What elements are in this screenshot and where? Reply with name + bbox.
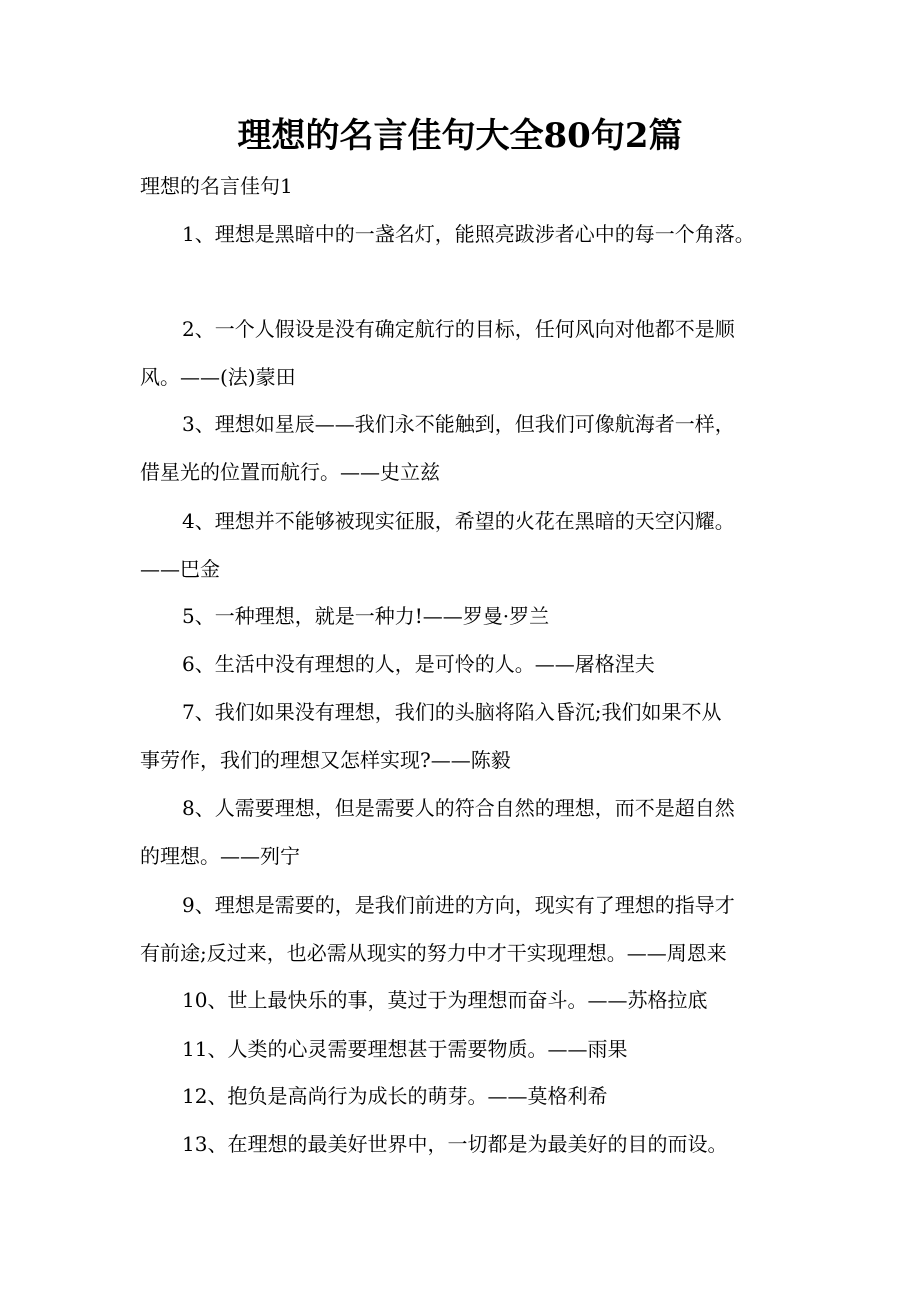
section-title: 理想的名言佳句1 bbox=[140, 174, 293, 198]
text-line: 借星光的位置而航行。——史立兹 bbox=[140, 460, 440, 484]
text-line: 5、一种理想，就是一种力!——罗曼·罗兰 bbox=[182, 604, 550, 628]
text-line: 8、人需要理想，但是需要人的符合自然的理想，而不是超自然 bbox=[182, 796, 735, 820]
text-line: 2、一个人假设是没有确定航行的目标，任何风向对他都不是顺 bbox=[182, 317, 735, 341]
text-line: 1、理想是黑暗中的一盏名灯，能照亮跋涉者心中的每一个角落。 bbox=[182, 222, 755, 246]
text-line: 6、生活中没有理想的人，是可怜的人。——屠格涅夫 bbox=[182, 652, 655, 676]
text-line: 有前途;反过来，也必需从现实的努力中才干实现理想。——周恩来 bbox=[140, 941, 727, 965]
text-line: 7、我们如果没有理想，我们的头脑将陷入昏沉;我们如果不从 bbox=[182, 700, 722, 724]
text-line: 事劳作，我们的理想又怎样实现?——陈毅 bbox=[140, 748, 511, 772]
text-line: 9、理想是需要的，是我们前进的方向，现实有了理想的指导才 bbox=[182, 893, 735, 917]
text-line: 11、人类的心灵需要理想甚于需要物质。——雨果 bbox=[182, 1037, 628, 1061]
text-line: 的理想。——列宁 bbox=[140, 844, 300, 868]
document-title: 理想的名言佳句大全80句2篇 bbox=[237, 116, 683, 156]
text-line: ——巴金 bbox=[140, 557, 220, 581]
text-line: 3、理想如星辰——我们永不能触到，但我们可像航海者一样， bbox=[182, 412, 735, 436]
text-line: 10、世上最快乐的事，莫过于为理想而奋斗。——苏格拉底 bbox=[182, 988, 708, 1012]
text-line: 13、在理想的最美好世界中，一切都是为最美好的目的而设。 bbox=[182, 1132, 728, 1156]
text-line: 风。——(法)蒙田 bbox=[140, 365, 296, 389]
text-line: 12、抱负是高尚行为成长的萌芽。——莫格利希 bbox=[182, 1084, 608, 1108]
text-line: 4、理想并不能够被现实征服，希望的火花在黑暗的天空闪耀。 bbox=[182, 509, 735, 533]
